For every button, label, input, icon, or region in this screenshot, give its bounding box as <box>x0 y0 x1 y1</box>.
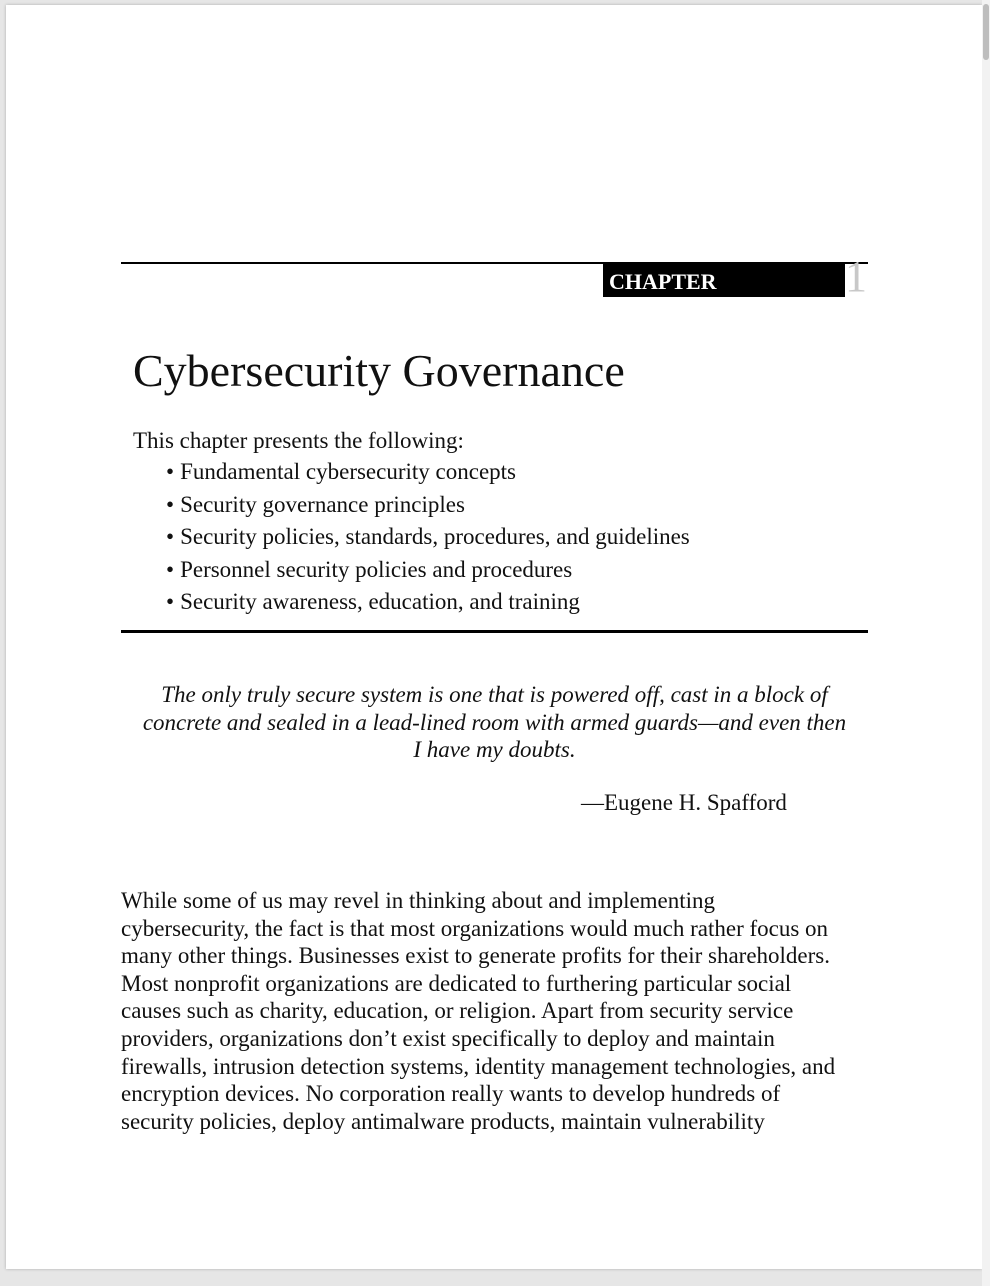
body-line: causes such as charity, education, or religion. Apart from security service <box>121 998 794 1024</box>
document-page <box>6 5 982 1269</box>
quote-line: The only truly secure system is one that is powered off, cast in a block of <box>161 682 828 707</box>
body-line: providers, organizations don’t exist specifically to deploy and maintain <box>121 1025 775 1051</box>
body-line: many other things. Businesses exist to generate profits for their shareholders. <box>121 943 831 969</box>
body-line: security policies, deploy antimalware products, maintain vulnerability <box>121 1108 765 1134</box>
topic-list <box>166 456 690 619</box>
body-line: firewalls, intrusion detection systems, identity management technologies, and <box>121 1053 836 1079</box>
scrollbar-thumb[interactable] <box>983 4 989 60</box>
epigraph-quote <box>121 681 868 764</box>
body-line: cybersecurity, the fact is that most organizations would much rather focus on <box>121 915 829 941</box>
chapter-number: 1 <box>845 252 867 301</box>
chapter-bottom-rule <box>121 630 868 633</box>
topic-item: • Fundamental cybersecurity concepts <box>166 456 690 489</box>
chapter-label: CHAPTER <box>603 264 845 297</box>
topic-item: • Security awareness, education, and training <box>166 586 690 619</box>
body-line: encryption devices. No corporation really wants to develop hundreds of <box>121 1081 781 1107</box>
vertical-scrollbar[interactable] <box>982 0 990 1286</box>
topic-item: • Security policies, standards, procedures, and guidelines <box>166 521 690 554</box>
chapter-intro: This chapter presents the following: <box>133 428 464 453</box>
quote-attribution: —Eugene H. Spafford <box>581 790 787 815</box>
body-line: Most nonprofit organizations are dedicated to furthering particular social <box>121 970 792 996</box>
body-line: While some of us may revel in thinking about and implementing <box>121 888 716 913</box>
body-paragraph <box>121 887 881 1135</box>
topic-item: • Personnel security policies and procedures <box>166 554 690 587</box>
topic-item: • Security governance principles <box>166 489 690 522</box>
quote-line: I have my doubts. <box>413 737 576 762</box>
quote-line: concrete and sealed in a lead-lined room with armed guards—and even then <box>142 709 847 735</box>
chapter-title: Cybersecurity Governance <box>133 345 625 396</box>
